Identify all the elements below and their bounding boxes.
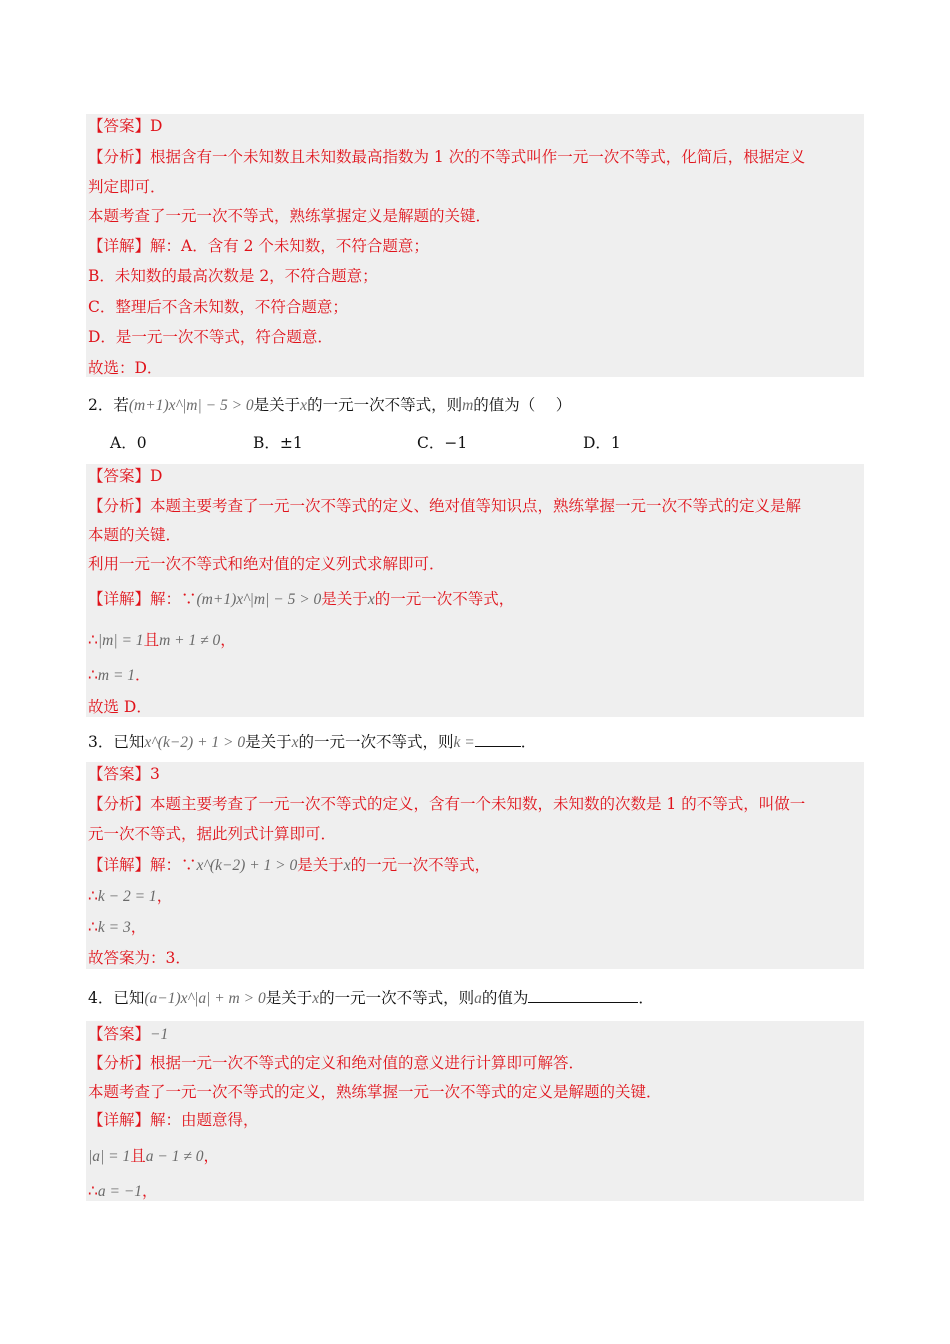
detail-4-line-1: 【详解】解：由题意得， bbox=[88, 1111, 259, 1129]
question-4-mid-2: 的一元一次不等式，则 bbox=[319, 989, 475, 1007]
choice-1: 故选：D． bbox=[88, 359, 163, 377]
question-2-expression: (m+1)x^|m| − 5 > 0 bbox=[128, 397, 254, 414]
step-expression: a − 1 ≠ 0 bbox=[145, 1148, 204, 1165]
punctuation: ． bbox=[638, 989, 654, 1007]
detail-3-step-1 bbox=[88, 885, 172, 907]
choice-2: 故选 D． bbox=[88, 698, 152, 716]
question-4-var-x: x bbox=[312, 990, 320, 1007]
analysis-2-line-3: 利用一元一次不等式和绝对值的定义列式求解即可． bbox=[88, 555, 445, 573]
answer-3: 【答案】3 bbox=[88, 765, 160, 783]
punctuation: ， bbox=[156, 887, 173, 905]
analysis-4-line-2: 本题考查了一元一次不等式的定义，熟练掌握一元一次不等式的定义是解题的关键． bbox=[88, 1083, 662, 1101]
question-4-suffix: 的值为 bbox=[481, 989, 529, 1007]
detail-1-line-3: C．整理后不含未知数，不符合题意； bbox=[88, 298, 348, 316]
question-2 bbox=[88, 394, 571, 416]
detail-2-var: x bbox=[367, 591, 375, 608]
question-4-expression: (a−1)x^|a| + m > 0 bbox=[144, 990, 266, 1007]
and-word: 且 bbox=[143, 631, 160, 649]
answer-4 bbox=[88, 1023, 168, 1045]
question-2-mid-2: 的一元一次不等式，则 bbox=[307, 396, 463, 414]
question-3-var-x: x bbox=[291, 734, 299, 751]
and-word: 且 bbox=[130, 1147, 146, 1165]
step-expression: a = −1 bbox=[97, 1183, 143, 1200]
analysis-1-line-1: 【分析】根据含有一个未知数且未知数最高指数为 1 次的不等式叫作一元一次不等式，化简后，根据定义 bbox=[88, 148, 806, 166]
question-4 bbox=[88, 986, 654, 1008]
question-2-var-m: m bbox=[462, 397, 474, 414]
final-answer-3: 故答案为：3． bbox=[88, 949, 191, 967]
answer-2: 【答案】D bbox=[88, 467, 163, 485]
detail-1-line-2: B．未知数的最高次数是 2，不符合题意； bbox=[88, 267, 378, 285]
option-d[interactable]: D．1 bbox=[583, 434, 621, 452]
step-expression: m + 1 ≠ 0 bbox=[159, 632, 221, 649]
detail-3-step-2 bbox=[88, 916, 146, 938]
question-4-var-a: a bbox=[474, 990, 482, 1007]
analysis-2-line-2: 本题的关键． bbox=[88, 526, 182, 544]
question-3-prefix: 3．已知 bbox=[88, 733, 145, 751]
option-b[interactable]: B．±1 bbox=[253, 434, 303, 452]
punctuation: ， bbox=[220, 631, 236, 649]
detail-1-line-1: 【详解】解：A．含有 2 个未知数，不符合题意； bbox=[88, 237, 429, 255]
detail-3-end: 的一元一次不等式， bbox=[350, 856, 491, 874]
answer-blank[interactable] bbox=[528, 986, 638, 1003]
question-2-options bbox=[110, 432, 810, 454]
step-expression: k − 2 = 1 bbox=[97, 888, 157, 905]
analysis-3-line-2: 元一次不等式，据此列式计算即可． bbox=[88, 825, 337, 843]
detail-2-end: 的一元一次不等式， bbox=[374, 590, 515, 608]
analysis-4-line-1: 【分析】根据一元一次不等式的定义和绝对值的意义进行计算即可解答． bbox=[88, 1054, 585, 1072]
punctuation: ， bbox=[130, 918, 147, 936]
question-3-var-k: k = bbox=[453, 734, 475, 751]
detail-1-line-4: D．是一元一次不等式，符合题意． bbox=[88, 328, 333, 346]
question-3-expression: x^(k−2) + 1 > 0 bbox=[144, 734, 246, 751]
question-3-mid-2: 的一元一次不等式，则 bbox=[298, 733, 454, 751]
question-3-mid: 是关于 bbox=[245, 733, 292, 751]
analysis-3-line-1: 【分析】本题主要考查了一元一次不等式的定义，含有一个未知数，未知数的次数是 1 的不等式，叫做一 bbox=[88, 795, 806, 813]
detail-4-step-2 bbox=[88, 1180, 158, 1202]
answer-blank[interactable] bbox=[475, 730, 521, 747]
therefore-symbol: ∴ bbox=[88, 1182, 98, 1200]
step-expression: k = 3 bbox=[97, 919, 131, 936]
answer-4-label: 【答案】 bbox=[88, 1025, 151, 1043]
detail-2-line-1 bbox=[88, 588, 514, 610]
therefore-symbol: ∴ bbox=[88, 666, 98, 684]
analysis-1-line-3: 本题考查了一元一次不等式，熟练掌握定义是解题的关键． bbox=[88, 207, 492, 225]
question-2-mid-1: 是关于 bbox=[253, 396, 301, 414]
punctuation: ． bbox=[520, 733, 537, 751]
step-expression: |a| = 1 bbox=[88, 1148, 131, 1165]
option-a[interactable]: A．0 bbox=[110, 434, 147, 452]
detail-2-step-1 bbox=[88, 629, 236, 651]
detail-2-step-2 bbox=[88, 664, 151, 686]
question-3 bbox=[88, 730, 536, 752]
detail-2-suffix: 是关于 bbox=[321, 590, 368, 608]
analysis-2-line-1: 【分析】本题主要考查了一元一次不等式的定义、绝对值等知识点，熟练掌握一元一次不等式的定义是解 bbox=[88, 497, 802, 515]
step-expression: |m| = 1 bbox=[97, 632, 144, 649]
detail-3-line-1 bbox=[88, 854, 490, 876]
answer-4-value: −1 bbox=[150, 1026, 169, 1043]
detail-3-expression: x^(k−2) + 1 > 0 bbox=[196, 857, 298, 874]
therefore-symbol: ∴ bbox=[88, 887, 98, 905]
question-4-prefix: 4．已知 bbox=[88, 989, 145, 1007]
question-2-suffix: 的值为（ ） bbox=[473, 396, 572, 414]
detail-2-prefix: 【详解】解：∵ bbox=[88, 590, 197, 608]
question-2-prefix: 2．若 bbox=[88, 396, 129, 414]
question-2-var-x: x bbox=[300, 397, 308, 414]
question-4-mid: 是关于 bbox=[265, 989, 313, 1007]
punctuation: ． bbox=[135, 666, 151, 684]
step-expression: m = 1 bbox=[97, 667, 136, 684]
punctuation: ， bbox=[142, 1182, 158, 1200]
analysis-1-line-2: 判定即可． bbox=[88, 178, 166, 196]
therefore-symbol: ∴ bbox=[88, 918, 98, 936]
detail-3-mid: 是关于 bbox=[297, 856, 344, 874]
punctuation: ， bbox=[203, 1147, 219, 1165]
option-c[interactable]: C．−1 bbox=[417, 434, 468, 452]
answer-1: 【答案】D bbox=[88, 117, 163, 135]
detail-2-expression: (m+1)x^|m| − 5 > 0 bbox=[196, 591, 322, 608]
detail-3-var: x bbox=[343, 857, 351, 874]
therefore-symbol: ∴ bbox=[88, 631, 98, 649]
detail-4-step-1 bbox=[88, 1145, 219, 1167]
detail-3-prefix: 【详解】解：∵ bbox=[88, 856, 197, 874]
